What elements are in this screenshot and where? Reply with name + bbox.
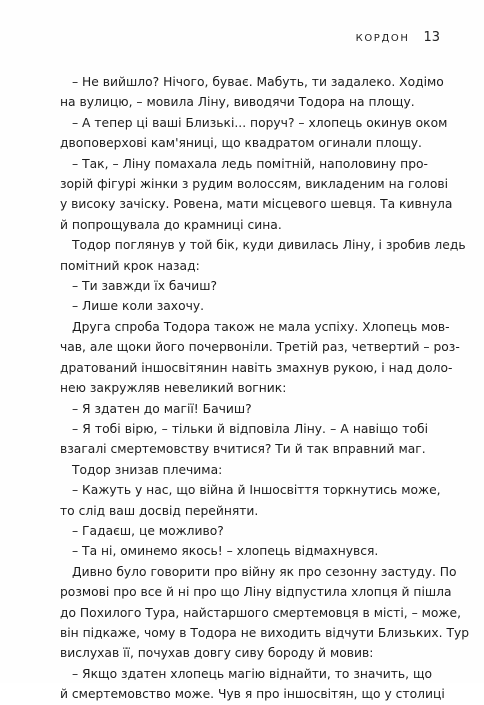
text-line: – Кажуть у нас, що війна й Іншосвіття торкнутись може, — [72, 483, 441, 498]
text-line: Дивно було говорити про війну як про сезонну застуду. По — [72, 564, 457, 579]
text-line: Друга спроба Тодора також не мала успіху. Хлопець мов- — [72, 319, 450, 334]
text-line: – Лише коли захочу. — [72, 299, 205, 314]
text-line: й попрощувала до крамниці сина. — [60, 217, 282, 232]
text-line: то слід ваш досвід перейняти. — [60, 503, 259, 518]
text-line: у високу зачіску. Ровена, мати місцевого шевця. Та кивнула — [60, 197, 453, 212]
text-line: помітний крок назад: — [60, 258, 200, 273]
text-line: – Я тобі вірю, – тільки й відповіла Ліну. – А навіщо тобі — [72, 421, 428, 436]
text-line: взагалі смертемовству вчитися? Ти й так вправний маг. — [60, 442, 426, 457]
text-line: вислухав її, почухав довгу сиву бороду й мовив: — [60, 646, 374, 661]
text-line: – Та ні, оминемо якось! – хлопець відмахнувся. — [72, 544, 379, 559]
text-line: до Похилого Тура, найстаршого смертемовця в місті, – може, — [60, 605, 461, 620]
text-line: – Я здатен до магії! Бачиш? — [72, 401, 252, 416]
text-line: дратований іншосвітянин навіть змахнув рукою, і над доло- — [60, 360, 453, 375]
text-line: – А тепер ці ваші Близькі... поруч? – хлопець окинув оком — [72, 115, 448, 130]
text-line: – Так, – Ліну помахала ледь помітній, наполовину про- — [72, 156, 428, 171]
text-line: двоповерхові кам'яниці, що квадратом огинали площу. — [60, 136, 422, 151]
text-line: Тодор поглянув у той бік, куди дивилась Ліну, і зробив ледь — [72, 238, 466, 253]
text-line: – Ти завжди їх бачиш? — [72, 279, 218, 294]
text-line: він підкаже, чому в Тодора не виходить відчути Близьких. Тур — [60, 625, 470, 640]
text-line: чав, але щоки його почервоніли. Третій раз, четвертий – роз- — [60, 340, 460, 355]
text-line: на вулицю, – мовила Ліну, виводячи Тодора на площу. — [60, 95, 415, 110]
page-number: 13 — [423, 30, 440, 45]
chapter-running-title: КОРДОН — [355, 33, 410, 44]
text-line: розмові про все й ні про що Ліну відпустила хлопця й пішла — [60, 585, 452, 600]
body-text — [60, 72, 470, 705]
running-head — [356, 30, 440, 45]
text-line: – Не вийшло? Нічого, буває. Мабуть, ти задалеко. Ходімо — [72, 75, 444, 89]
text-line: й смертемовство може. Чув я про іншосвітян, що у столиці — [60, 687, 445, 702]
text-line: зорій фігурі жінки з рудим волоссям, викладеним на голові — [60, 177, 449, 192]
text-line: – Якщо здатен хлопець магію віднайти, то значить, що — [72, 666, 433, 681]
text-line: – Гадаєш, це можливо? — [72, 523, 224, 538]
text-line: нею закружляв невеликий вогник: — [60, 381, 287, 396]
text-line: Тодор знизав плечима: — [72, 462, 223, 477]
